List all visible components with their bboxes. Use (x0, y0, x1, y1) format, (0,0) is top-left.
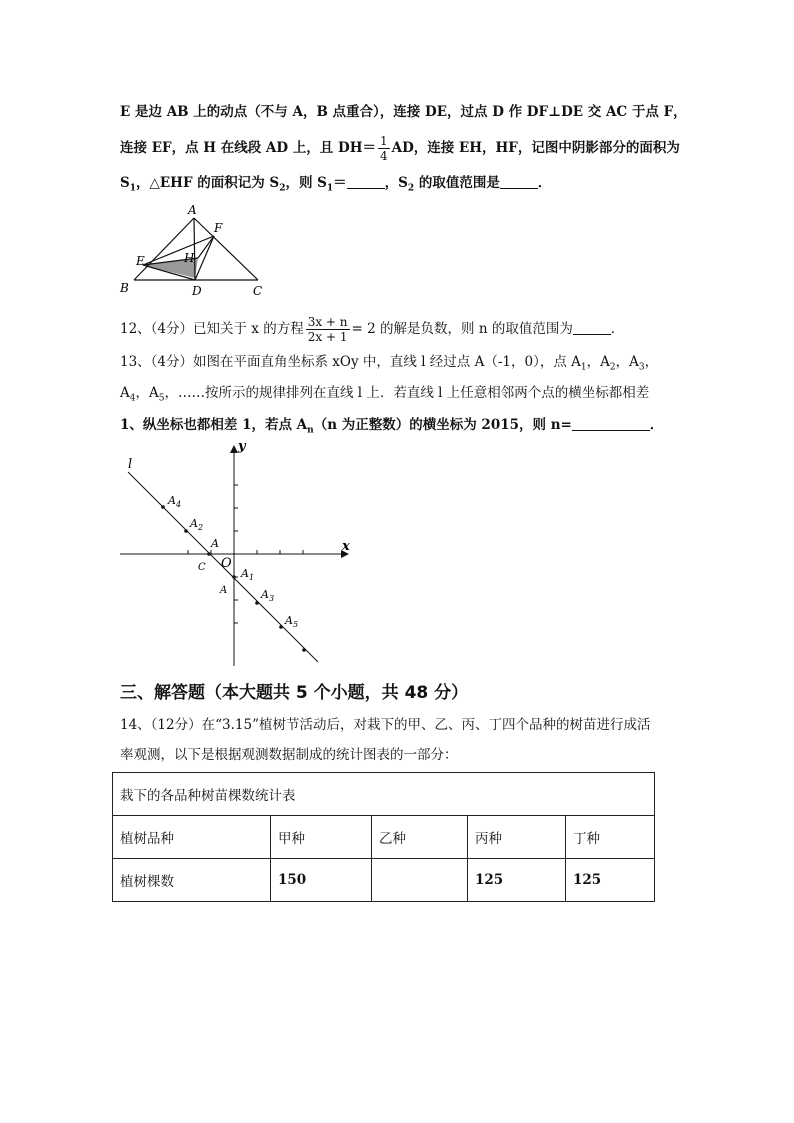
table-header-cell: 甲种 (271, 816, 372, 859)
answer-blank-n[interactable] (572, 416, 650, 431)
table-header-cell: 乙种 (372, 816, 468, 859)
label-a-origin: A (211, 537, 219, 550)
point-a4 (161, 505, 165, 509)
problem11-line3: $S_1$，△EHF 的面积记为 $S_2$，则 $S_1=$ ，$S_2$ 的取值范围是 ． (120, 175, 552, 194)
answer-blank-s2[interactable] (500, 174, 538, 189)
problem13-line2: $A_4$，$A_5$，……按所示的规律排列在直线 l 上．若直线 l 上任意相邻两个点的横坐标都相差 (120, 385, 650, 404)
label-a-below: A (220, 585, 228, 596)
coordinate-graph (110, 440, 360, 670)
label-a1: $A_1$ (241, 567, 255, 582)
label-a: A (188, 203, 197, 217)
table-cell: 125 (566, 859, 655, 902)
label-b: B (120, 281, 129, 295)
label-a4: $A_4$ (168, 494, 182, 509)
table-row (113, 859, 655, 902)
label-a3: $A_3$ (261, 588, 275, 603)
label-x: x (342, 539, 350, 554)
label-l: l (128, 457, 133, 472)
problem11-line2: 连接 EF，点 H 在线段 AD 上，且 DH＝ $\frac{1}{4}$ AD，连接 EH，HF，记图中阴影部分的面积为 (120, 134, 680, 163)
table-title: 栽下的各品种树苗棵数统计表 (113, 773, 655, 816)
tree-count-table (112, 772, 655, 902)
problem11-line1: E 是边 AB 上的动点（不与 A，B 点重合），连接 DE，过点 D 作 DF⊥DE 交 AC 于点 F， (120, 104, 687, 120)
problem13-line3: 1、纵坐标也都相差 1，若点 $A_n(n$ 为正整数）的横坐标为 2015，则 n= ． (120, 417, 664, 436)
table-cell: 植树棵数 (113, 859, 271, 902)
point-a5 (279, 625, 283, 629)
point-a1 (232, 575, 236, 579)
problem14-line1: 14、（12分）在“3.15”植树节活动后，对栽下的甲、乙、丙、丁四个品种的树苗进行成活 (120, 717, 651, 733)
problem14-line2: 率观测，以下是根据观测数据制成的统计图表的一部分： (120, 747, 458, 763)
table-cell: 125 (468, 859, 566, 902)
table-cell: 150 (271, 859, 372, 902)
label-c: C (198, 562, 206, 573)
label-y: y (238, 440, 246, 454)
answer-blank-n-range[interactable] (573, 320, 611, 335)
label-a5: $A_5$ (285, 614, 299, 629)
fraction-one-quarter: $\frac{1}{4}$ (379, 134, 388, 163)
table-title-row (113, 773, 655, 816)
equation-fraction: $\frac{3x + n}{2x + 1}$ (307, 315, 348, 344)
point-a2 (184, 529, 188, 533)
triangle-figure (112, 200, 272, 300)
table-header-cell: 丙种 (468, 816, 566, 859)
problem12-line: 12、（4分）已知关于 x 的方程 $\frac{3x + n}{2x + 1}$ = 2 的解是负数，则 n 的取值范围为 ． (120, 315, 625, 344)
label-f: F (214, 221, 223, 235)
point-a3 (255, 601, 259, 605)
problem13-line1: 13、（4分）如图在平面直角坐标系 xOy 中，直线 l 经过点 A（-1，0），点 $A_1$，$A_2$，$A_3$， (120, 354, 659, 373)
point-a (207, 552, 211, 556)
answer-blank-s1[interactable] (347, 174, 385, 189)
table-header-cell: 丁种 (566, 816, 655, 859)
label-o: O (221, 556, 232, 571)
label-d: D (192, 284, 202, 298)
label-h: H (184, 251, 195, 265)
label-c: C (253, 284, 263, 298)
x-ticks (188, 550, 303, 554)
section-heading: 三、解答题（本大题共 5 个小题，共 48 分） (120, 683, 469, 703)
point-a6 (302, 648, 306, 652)
table-cell-empty (372, 859, 468, 902)
label-a2: $A_2$ (190, 517, 204, 532)
label-e: E (136, 254, 145, 268)
segment-ac (194, 218, 258, 280)
table-header-cell: 植树品种 (113, 816, 271, 859)
table-header-row (113, 816, 655, 859)
